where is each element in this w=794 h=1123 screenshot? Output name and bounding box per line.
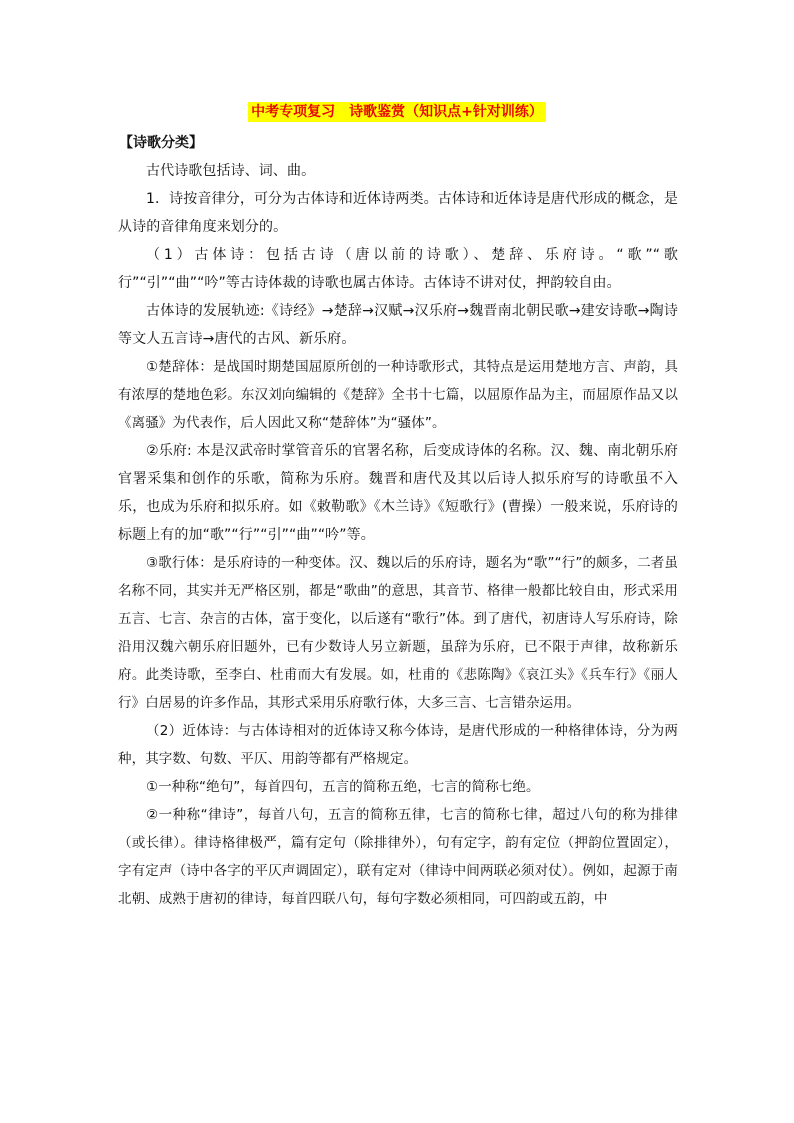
paragraph-chuci: ①楚辞体：是战国时期楚国屈原所创的一种诗歌形式，其特点是运用楚地方言、声韵，具有浓厚的楚地色彩。东汉刘向编辑的《楚辞》全书十七篇，以屈原作品为主，而屈原作品又以《离骚》为代表作，后人因此又称“楚辞体”为“骚体”。 — [118, 359, 678, 431]
paragraph-gexing: ③歌行体：是乐府诗的一种变体。汉、魏以后的乐府诗，题名为“歌”“行”的颇多，二者虽名称不同，其实并无严格区别，都是“歌曲”的意思，其音节、格律一般都比较自由，形式采用五言、七言、杂言的古体，富于变化，以后遂有“歌行”体。到了唐代，初唐诗人写乐府诗，除沿用汉魏六朝乐府旧题外，已有少数诗人另立新题，虽辞为乐府，已不限于声律，故称新乐府。此类诗歌，至李白、杜甫而大有发展。如，杜甫的《悲陈陶》《哀江头》《兵车行》《丽人行》白居易的许多作品，其形式采用乐府歌行体，大多三言、七言错杂运用。 — [118, 555, 678, 711]
paragraph-yuefu: ②乐府: 本是汉武帝时掌管音乐的官署名称，后变成诗体的名称。汉、魏、南北朝乐府官署采集和创作的乐歌，简称为乐府。魏晋和唐代及其以后诗人拟乐府写的诗歌虽不入乐，也成为乐府和拟乐府。如《敕勒歌》《木兰诗》《短歌行》(曹操）一般来说，乐府诗的标题上有的加“歌”“行”“引”“曲”“吟”等。 — [118, 443, 678, 543]
document-body — [118, 157, 678, 913]
paragraph-classification: 1．诗按音律分，可分为古体诗和近体诗两类。古体诗和近体诗是唐代形成的概念，是从诗的音律角度来划分的。 — [118, 191, 678, 235]
document-title: 中考专项复习 诗歌鉴赏（知识点+针对训练） — [248, 102, 546, 122]
paragraph-development: 古体诗的发展轨迹:《诗经》→楚辞→汉赋→汉乐府→魏晋南北朝民歌→建安诗歌→陶诗等文人五言诗→唐代的古风、新乐府。 — [118, 303, 678, 347]
paragraph-ancient-poetry: （1）古体诗：包括古诗（唐以前的诗歌）、楚辞、乐府诗。“歌”“歌行”“引”“曲”“吟”等古诗体裁的诗歌也属古体诗。古体诗不讲对仗，押韵较自由。 — [118, 247, 678, 291]
paragraph-lushi: ②一种称“律诗”，每首八句，五言的简称五律，七言的简称七律，超过八句的称为排律（或长律）。律诗格律极严，篇有定句（除排律外），句有定字，韵有定位（押韵位置固定），字有定声（诗中各字的平仄声调固定），联有定对（律诗中间两联必须对仗）。例如，起源于南北朝、成熟于唐初的律诗，每首四联八句，每句字数必须相同，可四韵或五韵，中 — [118, 807, 678, 907]
paragraph-modern-poetry: （2）近体诗：与古体诗相对的近体诗又称今体诗，是唐代形成的一种格律体诗，分为两种，其字数、句数、平仄、用韵等都有严格规定。 — [118, 723, 678, 767]
paragraph-jueju: ①一种称“绝句”，每首四句，五言的简称五绝，七言的简称七绝。 — [146, 779, 540, 795]
paragraph-intro: 古代诗歌包括诗、词、曲。 — [146, 163, 316, 179]
section-heading: 【诗歌分类】 — [119, 135, 203, 151]
title-container — [0, 101, 794, 122]
